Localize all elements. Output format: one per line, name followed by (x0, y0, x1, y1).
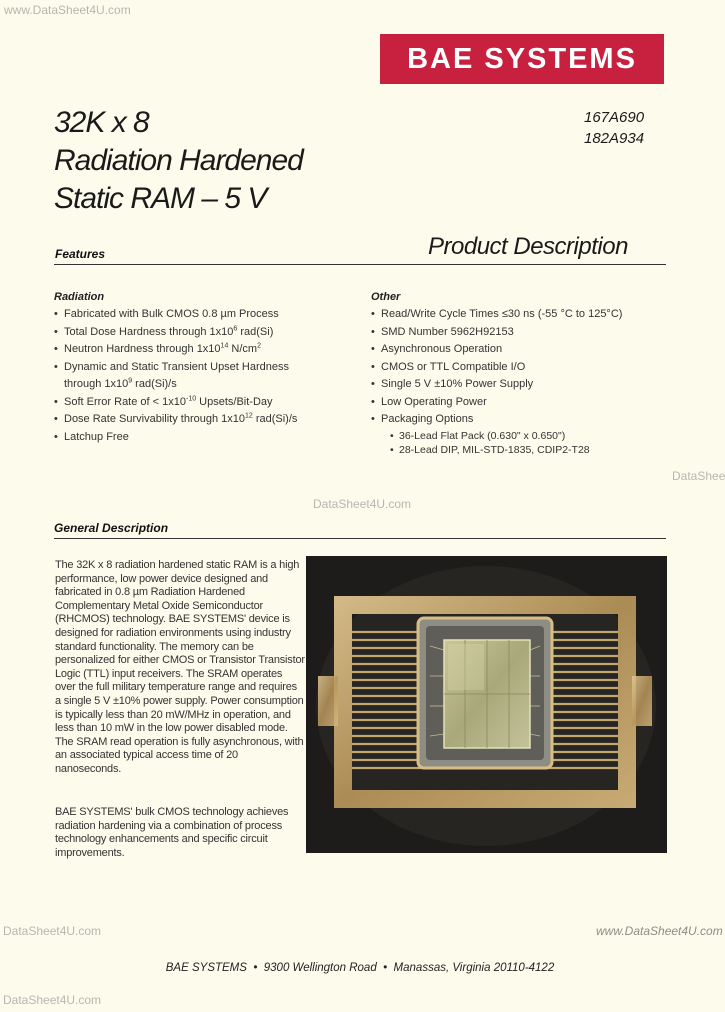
other-item: • Asynchronous Operation (371, 341, 671, 359)
brand-logo: BAE SYSTEMS (380, 34, 664, 84)
part-number-2: 182A934 (584, 130, 645, 147)
product-description-heading: Product Description (428, 233, 628, 260)
footer-company: BAE SYSTEMS (165, 962, 247, 974)
watermark-bottom-left: DataSheet4U.com (3, 924, 102, 938)
radiation-item: • Latchup Free (54, 429, 354, 447)
general-description-paragraph-2: BAE SYSTEMS' bulk CMOS technology achieves radiation hardening via a combination of process technology enhancements and specific circuit improvements. (55, 806, 289, 859)
general-description-paragraph-1: The 32K x 8 radiation hardened static RAM is a high performance, low power device designed and fabricated in 0.8 µm Radiation Hardened Complementary Metal Oxide Semiconductor (RHCMOS) technology. BAE SYSTEMS' device is designed for radiation environments using industry standard functionality. The memory can be personalized for either CMOS or Transistor Transistor Logic (TTL) input receivers. The SRAM operates over the full military temperature range and requires a single 5 V ±10% power supply. Power consumption is typically less than 20 mW/MHz in operation, and less than 10 mW in the low power disabled mode. The SRAM read operation is fully asynchronous, with an associated typical access time of 20 nanoseconds. (55, 559, 305, 775)
radiation-item: • Neutron Hardness through $1x10^{14}$ $N/cm^2$ (54, 341, 354, 359)
footer-street: 9300 Wellington Road (263, 962, 377, 974)
radiation-item: • Total Dose Hardness through $1x10^6$ rad(Si) (54, 324, 354, 342)
footer-city: Manassas, Virginia 20110-4122 (393, 962, 555, 974)
packaging-option: • 36-Lead Flat Pack (0.630" x 0.650") (381, 429, 671, 443)
other-item: • Low Operating Power (371, 394, 671, 412)
features-rule (54, 264, 666, 265)
general-description-heading: General Description (54, 521, 169, 535)
radiation-item: • Soft Error Rate of < $1x10^{-10}$ Upsets/Bit-Day (54, 394, 354, 412)
title-line-3: Static RAM – 5 V (54, 182, 267, 215)
watermark-center: DataSheet4U.com (313, 497, 412, 511)
other-item: • Single 5 V ±10% Power Supply (371, 376, 671, 394)
document-title (54, 104, 303, 218)
radiation-list (54, 306, 354, 446)
watermark-footer-left: DataSheet4U.com (3, 993, 102, 1007)
sram-package-image (306, 556, 667, 853)
footer-address: BAE SYSTEMS • 9300 Wellington Road • Manassas, Virginia 20110-4122 (165, 962, 555, 974)
features-heading: Features (55, 247, 106, 261)
other-item: • SMD Number 5962H92153 (371, 324, 671, 342)
radiation-item: • Dose Rate Survivability through $1x10^{12}$ rad(Si)/s (54, 411, 354, 429)
packaging-sublist (381, 429, 671, 457)
watermark-top: www.DataSheet4U.com (4, 3, 131, 17)
other-heading: Other (371, 291, 401, 303)
radiation-heading: Radiation (54, 291, 105, 303)
radiation-item: • Fabricated with Bulk CMOS 0.8 µm Process (54, 306, 354, 324)
other-item: • Packaging Options • 36-Lead Flat Pack (0.630" x 0.650") • 28-Lead DIP, MIL-STD-1835, CDIP2-T28 (371, 411, 671, 457)
packaging-option: • 28-Lead DIP, MIL-STD-1835, CDIP2-T28 (381, 443, 671, 457)
watermark-bottom-right: www.DataSheet4U.com (596, 924, 723, 938)
other-item: • Read/Write Cycle Times ≤30 ns (-55 °C to 125°C) (371, 306, 671, 324)
watermark-right: DataShee (672, 469, 725, 483)
title-line-2: Radiation Hardened (54, 144, 303, 177)
title-line-1: 32K x 8 (54, 106, 149, 139)
product-photo (306, 556, 667, 853)
radiation-item: • Dynamic and Static Transient Upset Hardness through $1x10^9$ rad(Si)/s (54, 359, 354, 394)
general-description-rule (54, 538, 666, 539)
part-numbers (584, 107, 644, 149)
other-list (371, 306, 671, 457)
other-item: • CMOS or TTL Compatible I/O (371, 359, 671, 377)
part-number-1: 167A690 (584, 109, 645, 126)
